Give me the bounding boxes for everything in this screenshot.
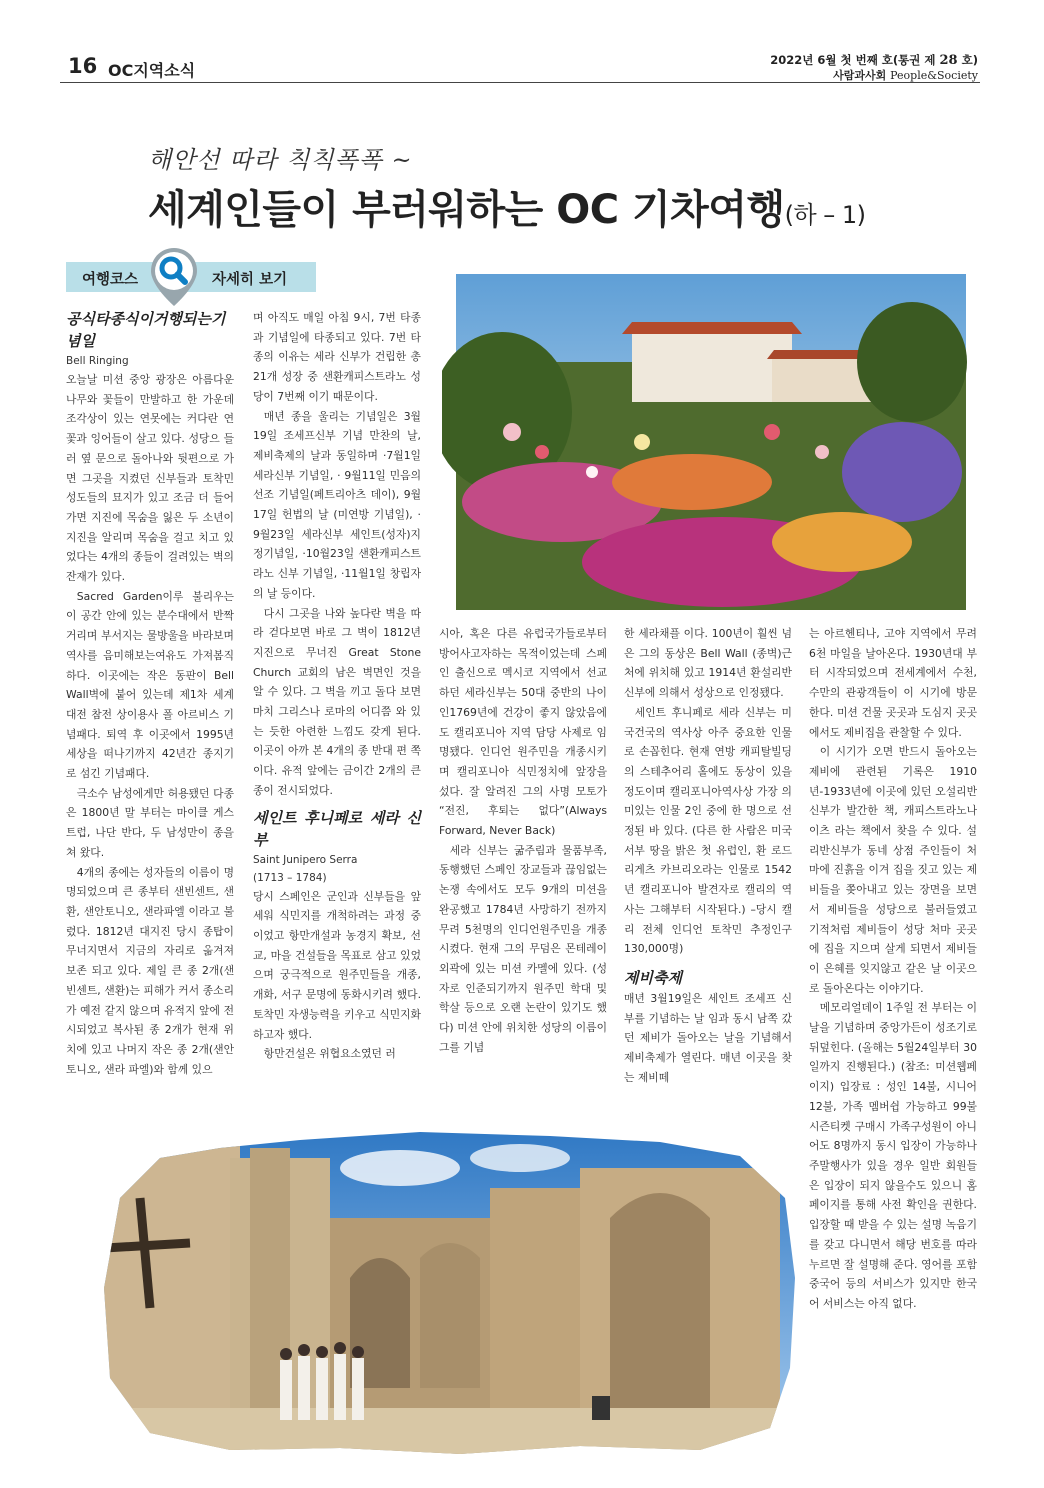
issue-info: [770, 52, 978, 68]
paragraph: 메모리얼데이 1주일 전 부터는 이 날을 기념하며 중앙가든이 성조기로 뒤덮힌다. (올해는 5월24일부터 30일까지 진행된다.) (참조: 미션웹페이지) 입장료 : 성인 14불, 시니어 12불, 가족 멤버쉽 가능하고 99불 시즌티켓 구매시 가족구성원이 아니어도 8명까지 동시 입장이 가능하나 주말행사가 있을 경우 일반 회원들은 입장이 되지 않을수도 있으니 홈페이지를 통해 사전 확인을 권한다. 입장할 때 받을 수 있는 설명 녹음기를 갖고 다니면서 해당 번호를 따라 누르면 잘 설명해 준다. 영어를 포함 중국어 등의 서비스가 있지만 한국어 서비스는 아직 없다.: [809, 1001, 977, 1310]
column-3: [439, 624, 607, 1057]
paragraph: Sacred Garden이루 불리우는 이 공간 안에 있는 분수대에서 반짝거리며 부서지는 물방울을 바라보며 역사를 음미해보는여유도 가져봄직하다. 이곳에는 작은 동판이 Bell Wall벽에 붙어 있는데 제1차 세계대전 참전 상이용사 폴 아르비스 기념패다. 퇴역 후 이곳에서 1995년 세상을 떠나기까지 42년간 종지기로 섬긴 기념패다.: [66, 589, 234, 781]
publisher: [833, 67, 978, 83]
paragraph: 는 아르헨티나, 고야 지역에서 무려 6천 마일을 날아온다. 1930년대 부터 시작되었으며 전세계에서 수천, 수만의 관광객들이 이 시기에 방문한다. 미션 건물 곳곳과 도심지 곳곳에서도 제비집을 관찰할 수 있다.: [809, 627, 977, 739]
heading-bell-ringing: 공식타종식이거행되는기념일: [66, 310, 226, 350]
paragraph: 4개의 종에는 성자들의 이름이 명명되었으며 큰 종부터 샌빈센트, 샌환, 샌안토니오, 샌라파엘 이라고 불렸다. 1812년 대지진 당시 종탑이 무너지면서 지금의 자리로 옮겨져 보존 되고 있다. 제일 큰 종 2개(샌빈센트, 샌환)는 피해가 커서 종소리가 예전 같지 않으며 유적지 앞에 전시되었고 복사된 종 2개가 현재 위치에 있고 나머지 작은 종 2개(샌안토니오, 샌라 파엘)와 함께 있으: [66, 865, 234, 1076]
article-title: [148, 178, 866, 235]
paragraph: 당시 스페인은 군인과 신부들을 앞세워 식민지를 개척하려는 과정 중이었고 항만개설과 농경지 확보, 선교, 마을 건설들을 목표로 삼고 있었으며 궁극적으로 원주민들을 개종, 개화, 서구 문명에 동화시키려 했다. 토착민 자생능력을 키우고 식민지화 하고자 했다.: [253, 889, 421, 1041]
issue-end: 호): [961, 53, 978, 67]
paragraph: 시아, 혹은 다른 유럽국가들로부터 방어사고자하는 목적이었는데 스페인 출신으로 멕시코 지역에서 선교하던 세라신부는 50대 중반의 나이인1769년에 건강이 좋지 않았음에도 캘리포니아 지역 담당 사제로 임명됐다. 인디언 원주민을 개종시키며 캘리포니아 식민정치에 앞장을 섰다. 잘 알려진 그의 사명 모토가 “전진, 후퇴는 없다”(Always Forward, Never Back): [439, 627, 607, 838]
badge-right-label: 자세히 보기: [212, 272, 288, 288]
section-title: OC지역소식: [108, 61, 196, 80]
paragraph: 이 시기가 오면 반드시 돌아오는 제비에 관련된 기록은 1910년-1933년에 이곳에 있던 오설리반 신부가 발간한 책, 캐피스트라노나이츠 라는 책에서 찾을 수 있다. 설리반신부가 동네 상점 주인들이 처마에 진흙을 이겨 집을 짓고 있는 제비들을 쫒아내고 있는 장면을 보면서 제비들을 성당으로 불러들였고 기적처럼 제비들이 성당 처마 곳곳에 집을 지으며 살게 되면서 제비들이 은혜를 잊지않고 같은 날 이곳으로 돌아온다는 이야기다.: [809, 745, 977, 995]
column-2: [253, 308, 421, 1064]
article-subtitle: 해안선 따라 칙칙폭폭 ~: [148, 146, 413, 174]
heading-junipero-serra: 세인트 후니페로 세라 신부: [253, 808, 421, 849]
heading-bell-ringing-en: Bell Ringing: [66, 355, 129, 367]
column-1: [66, 308, 234, 1079]
article-title-main: 세계인들이 부러워하는 OC 기차여행: [148, 187, 785, 233]
column-5: [809, 624, 977, 1314]
publisher-en: People&Society: [890, 69, 978, 82]
article-title-suffix: (하 – 1): [784, 201, 866, 229]
issue-number: 28: [939, 53, 958, 68]
paragraph: 매년 3월19일은 세인트 조세프 신부를 기념하는 날 임과 동시 남쪽 갔던 제비가 돌아오는 날을 기념해서 제비축제가 열린다. 매년 이곳을 찾는 제비떼: [624, 991, 792, 1084]
paragraph: 세라 신부는 굶주림과 물품부족, 동행했던 스페인 장교들과 끊임없는 논쟁 속에서도 모두 9개의 미션을 완공했고 1784년 사망하기 전까지 무려 5천명의 인디언원주민을 개종시켰다. 현재 그의 무덤은 몬테레이 외곽에 있는 미션 카멜에 있다. (성자로 인준되기까지 원주민 학대 및 학살 등으로 오랜 논란이 있기도 했다) 미션 안에 위치한 성당의 이름이 그를 기념: [439, 843, 607, 1054]
search-icon: [148, 246, 200, 308]
paragraph: 한 세라채플 이다. 100년이 훨씬 넘은 그의 동상은 Bell Wall (종벽)근처에 위치해 있고 1914년 환설리반 신부에 의해서 성상으로 인정됐다.: [624, 627, 792, 700]
heading-junipero-serra-years: (1713 – 1784): [253, 871, 327, 884]
column-4: [624, 624, 792, 1087]
issue-text: 2022년 6월 첫 번째 호(통권 제: [770, 53, 936, 67]
page-header: [60, 40, 980, 83]
paragraph: 극소수 남성에게만 허용됐던 다종은 1800년 말 부터는 마이클 게스트럽, 나단 반다, 두 남성만이 종을 쳐 왔다.: [66, 786, 234, 859]
paragraph: 세인트 후니페로 세라 신부는 미국건국의 역사상 아주 중요한 인물로 손꼽힌다. 현재 연방 캐피탈빌딩의 스테추어리 홀에도 동상이 있을정도이며 캘리포니아역사상 가장 의미있는 인물 2인 중에 한 명으로 선정된 바 있다. (다른 한 사람은 미국 서부 땅을 밝은 첫 유럽인, 환 로드리게츠 카브리오라는 인물로 1542년 캘리포니아 발견자로 캘리의 역사는 그해부터 시작된다.) –당시 캘리 전체 인디언 토착민 추정인구 130,000명): [624, 705, 792, 956]
paragraph: 항만건설은 위협요소였던 러: [263, 1047, 396, 1061]
paragraph: 며 아직도 매일 아침 9시, 7번 타종과 기념일에 타종되고 있다. 7번 타종의 이유는 세라 신부가 건립한 총 21개 성장 중 샌환캐피스트라노 성당이 7번째 이기 때문이다.: [253, 311, 421, 403]
heading-junipero-serra-en: Saint Junipero Serra: [253, 853, 358, 866]
badge-left-label: 여행코스: [82, 272, 139, 288]
publisher-ko: 사람과사회: [833, 69, 887, 82]
heading-swallow-festival: 제비축제: [624, 968, 682, 987]
page-number: 16: [68, 54, 98, 78]
paragraph: 다시 그곳을 나와 높다란 벽을 따라 걷다보면 바로 그 벽이 1812년 지진으로 무너진 Great Stone Church 교회의 남은 벽면인 것을 알 수 있다. 그 벽을 끼고 돌다 보면 마치 그리스나 로마의 어디쯤 와 있는 듯한 아련한 느낌도 갖게 된다. 이곳이 아까 본 4개의 종 반대 편 쪽이다. 유적 앞에는 금이간 2개의 큰종이 전시되었다.: [253, 606, 421, 797]
paragraph: 오늘날 미션 중앙 광장은 아름다운 나무와 꽃들이 만발하고 한 가운데 조각상이 있는 연못에는 커다란 연꽃과 잉어들이 살고 있다. 성당으 들러 옆 문으로 돌아나와 뒷편으로 가면 그곳을 지켰던 신부들과 토착민성도들의 묘지가 있고 조금 더 들어가면 지진에 목숨을 잃은 두 소년이 지진을 알리며 목숨을 걸고 치고 있었다는 4개의 종들이 걸려있는 벽의 잔재가 있다.: [66, 373, 234, 584]
paragraph: 매년 종을 울리는 기념일은 3월 19일 조세프신부 기념 만찬의 날, 제비축제의 날과 동일하며 ·7월1일 세라신부 기념일, · 9월11일 민음의 선조 기념일(페트리아츠 데이), 9월17일 헌법의 날 (미연방 기념일), · 9월23일 세라신부 세인트(성자)지정기념일, ·10월23일 샌환캐피스트라노 신부 기념일, ·11월1일 창립자의 날 등이다.: [253, 409, 421, 600]
ruins-photo: [100, 1128, 800, 1458]
garden-photo: [442, 262, 980, 622]
